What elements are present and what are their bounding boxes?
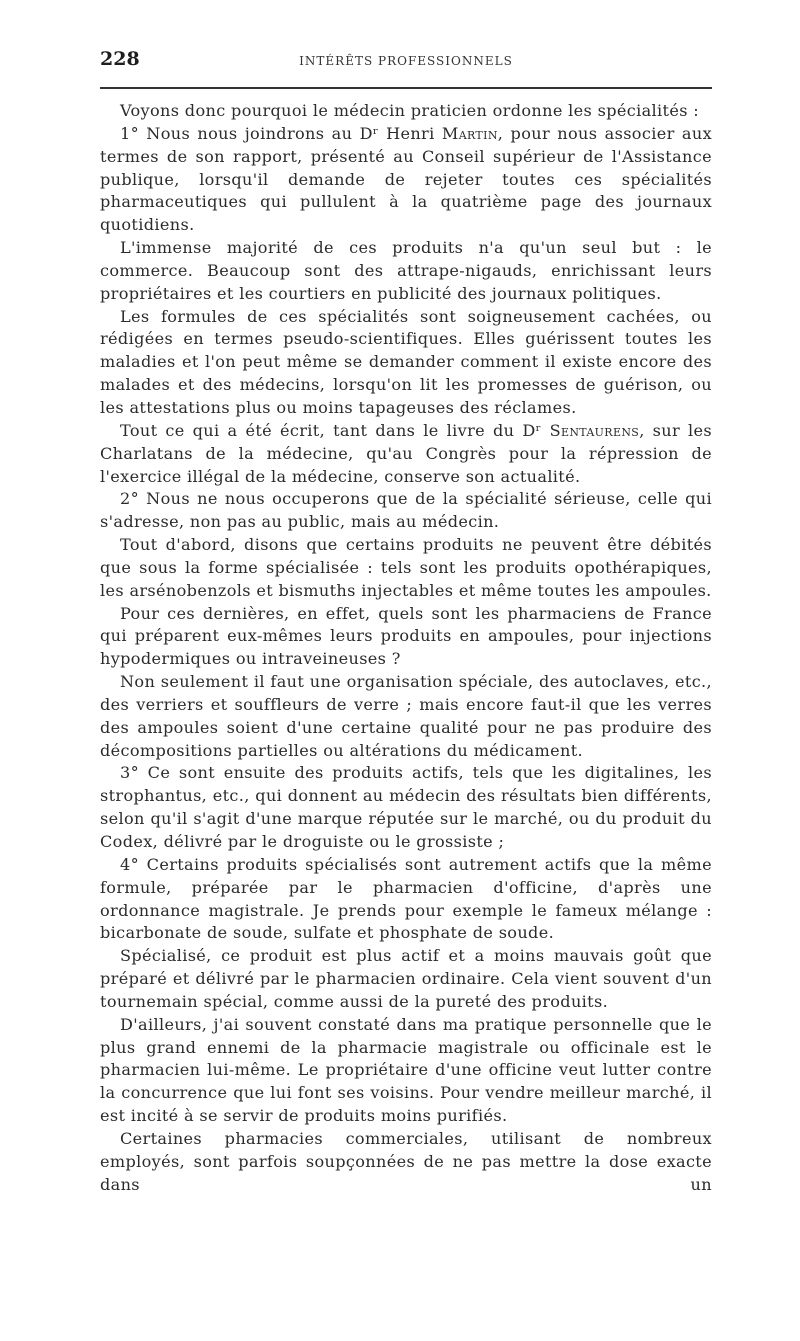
paragraph: 2° Nous ne nous occuperons que de la spécialité sérieuse, celle qui s'adresse, non pas au public, mais au médecin. (100, 489, 712, 532)
paragraph: Voyons donc pourquoi le médecin praticien ordonne les spécialités : (120, 101, 700, 120)
running-title: INTÉRÊTS PROFESSIONNELS (299, 54, 513, 68)
paragraph (100, 123, 712, 237)
text-run: , pour nous associer aux termes de son rapport, présenté au Conseil supérieur de l'Assistance publique, lorsqu'il demande de rejeter toutes ces spécialités pharmaceutiques qui pullulent à la quatrième page des journaux quotidiens. (100, 123, 712, 235)
author-name: Martin (441, 123, 498, 143)
page-header (100, 48, 712, 78)
paragraph: Certaines pharmacies commerciales, utilisant de nombreux employés, sont parfois soupçonnées de ne pas mettre la dose exacte dans un (100, 1128, 712, 1194)
paragraph: Spécialisé, ce produit est plus actif et a moins mauvais goût que préparé et délivré par le pharmacien ordinaire. Cela vient souvent d'un tournemain spécial, comme aussi de la pureté des produits. (100, 946, 712, 1011)
author-name: Sentaurens (549, 420, 640, 440)
paragraph: Pour ces dernières, en effet, quels sont les pharmaciens de France qui préparent eux-mêmes leurs produits en ampoules, pour injections hypodermiques ou intraveineuses ? (100, 603, 712, 669)
header-rule (100, 87, 712, 89)
paragraph: D'ailleurs, j'ai souvent constaté dans ma pratique personnelle que le plus grand ennemi de la pharmacie magistrale ou officinale est le pharmacien lui-même. Le propriétaire d'une officine veut lutter contre la concurrence que lui font ses voisins. Pour vendre meilleur marché, il est incité à se servir de produits moins purifiés. (100, 1014, 712, 1126)
paragraph: Tout d'abord, disons que certains produits ne peuvent être débités que sous la forme spécialisée : tels sont les produits opothérapiques, les arsénobenzols et bismuths injectables et même toutes les ampoules. (100, 535, 712, 600)
text-run: 1° Nous nous joindrons au Dʳ Henri (120, 123, 442, 143)
paragraph: 4° Certains produits spécialisés sont autrement actifs que la même formule, préparée par le pharmacien d'officine, d'après une ordonnance magistrale. Je prends pour exemple le fameux mélange : bicarbonate de soude, sulfate et phosphate de soude. (100, 854, 712, 943)
paragraph (100, 420, 712, 489)
page-number: 228 (100, 48, 140, 70)
text-run: Tout ce qui a été écrit, tant dans le livre du Dʳ (120, 420, 550, 440)
paragraph: Les formules de ces spécialités sont soigneusement cachées, ou rédigées en termes pseudo-scientifiques. Elles guérissent toutes les maladies et l'on peut même se demander comment il existe encore des malades et des médecins, lorsqu'on lit les promesses de guérison, ou les attestations plus ou moins tapageuses des réclames. (100, 306, 712, 417)
paragraph: Non seulement il faut une organisation spéciale, des autoclaves, etc., des verriers et souffleurs de verre ; mais encore faut-il que les verres des ampoules soient d'une certaine qualité pour ne pas produire des décompositions partielles ou altérations du médicament. (100, 672, 712, 760)
body-text (100, 100, 712, 1197)
paragraph: 3° Ce sont ensuite des produits actifs, tels que les digitalines, les strophantus, etc., qui donnent au médecin des résultats bien différents, selon qu'il s'agit d'une marque réputée sur le marché, ou du produit du Codex, délivré par le droguiste ou le grossiste ; (100, 763, 712, 851)
paragraph: L'immense majorité de ces produits n'a qu'un seul but : le commerce. Beaucoup sont des attrape-nigauds, enrichissant leurs propriétaires et les courtiers en publicité des journaux politiques. (100, 238, 712, 303)
text-run: , sur les Charlatans de la médecine, qu'au Congrès pour la répression de l'exercice illégal de la médecine, conserve son actualité. (100, 420, 712, 486)
